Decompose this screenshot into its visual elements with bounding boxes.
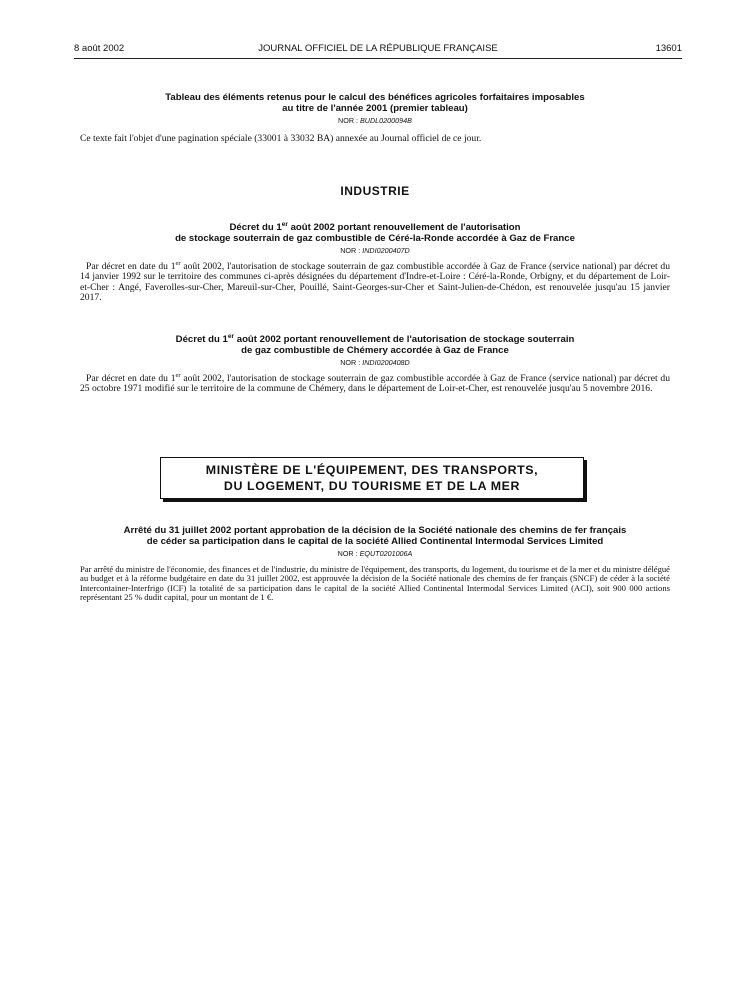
arrete-text: Par arrêté du ministre de l'économie, des finances et de l'industrie, du ministre de l'équipement, des transports, du logement, du tourisme et de la mer et du ministre délégué au budget et à la réforme budgétaire en date du 31 juillet 2002, est approuvée la décision de la Société nationale des chemins de fer français (SNCF) de céder à la société Intercontainer-Interfrigo (ICF) la totalité de sa participation dans le capital de la société Allied Continental Intermodal Services Limited (ACI), soit 900 000 actions représentant 25 % dudit capital, pour un montant de 1 €. bbox=[80, 564, 670, 603]
nor-code: BUDL0200094B bbox=[360, 116, 412, 125]
decret1-text: Par décret en date du 1er août 2002, l'autorisation de stockage souterrain de gaz combustible accordée à Gaz de France (service national) par décret du 14 janvier 1992 sur le territoire des communes ci-après désignées du département d'Indre-et-Loire : Céré-la-Ronde, Orbigny, et du département de Loir-et-Cher : Angé, Faverolles-sur-Cher, Mareuil-sur-Cher, Pouillé, Saint-Georges-sur-Cher et Saint-Julien-de-Chédon, est renouvelée jusqu'au 15 janvier 2017. bbox=[80, 259, 670, 304]
nor-label: NOR : bbox=[340, 358, 361, 367]
section-heading-industrie: INDUSTRIE bbox=[340, 184, 410, 198]
ministry-line2: DU LOGEMENT, DU TOURISME ET DE LA MER bbox=[223, 479, 521, 493]
nor-label: NOR : bbox=[340, 246, 361, 255]
arrete-nor bbox=[80, 549, 670, 559]
header-page-number: 13601 bbox=[655, 43, 682, 54]
arrete-sncf bbox=[80, 525, 670, 603]
decret1-title-line2: de stockage souterrain de gaz combustible de Céré-la-Ronde accordée à Gaz de France bbox=[175, 233, 575, 244]
arrete-title-line2: de céder sa participation dans le capital de la société Allied Continental Intermodal Services Limited bbox=[146, 536, 604, 547]
decret1-title-line1: Décret du 1er août 2002 portant renouvellement de l'autorisation bbox=[229, 220, 521, 233]
decret2-title-line2: de gaz combustible de Chémery accordée à Gaz de France bbox=[241, 345, 509, 356]
header-date: 8 août 2002 bbox=[74, 43, 125, 54]
decret1-nor bbox=[80, 246, 670, 256]
tableau-title-line1: Tableau des éléments retenus pour le calcul des bénéfices agricoles forfaitaires imposables bbox=[165, 92, 585, 103]
arrete-title bbox=[80, 525, 670, 547]
decret-chemery bbox=[80, 334, 670, 395]
tableau-title-line2: au titre de l'année 2001 (premier tableau) bbox=[282, 103, 468, 114]
nor-label: NOR : bbox=[338, 116, 358, 125]
header-journal-title: JOURNAL OFFICIEL DE LA RÉPUBLIQUE FRANÇAISE bbox=[258, 43, 498, 54]
arrete-title-line1: Arrêté du 31 juillet 2002 portant approbation de la décision de la Société nationale des chemins de fer français bbox=[123, 525, 627, 536]
decret2-text: Par décret en date du 1er août 2002, l'autorisation de stockage souterrain de gaz combustible accordée à Gaz de France (service national) par décret du 25 octobre 1971 modifié sur le territoire de la commune de Chémery, dans le département de Loir-et-Cher, est renouvelée jusqu'au 5 novembre 2016. bbox=[80, 371, 670, 395]
tableau-notice bbox=[80, 92, 670, 144]
nor-code: INDI0200408D bbox=[362, 358, 410, 367]
ministry-heading-box bbox=[160, 457, 584, 499]
decret2-title bbox=[80, 334, 670, 356]
tableau-title bbox=[80, 92, 670, 114]
tableau-text: Ce texte fait l'objet d'une pagination spéciale (33001 à 33032 BA) annexée au Journal officiel de ce jour. bbox=[80, 133, 482, 144]
ministry-line1: MINISTÈRE DE L'ÉQUIPEMENT, DES TRANSPORTS, bbox=[205, 463, 539, 477]
nor-code: EQUT0201006A bbox=[359, 549, 413, 558]
nor-label: NOR : bbox=[337, 549, 358, 558]
decret2-title-line1: Décret du 1er août 2002 portant renouvellement de l'autorisation de stockage souterrain bbox=[175, 332, 575, 345]
decret-cere-la-ronde bbox=[80, 222, 670, 304]
page-header bbox=[74, 43, 682, 57]
tableau-nor bbox=[80, 116, 670, 126]
decret1-title bbox=[80, 222, 670, 244]
decret2-nor bbox=[80, 358, 670, 368]
nor-code: INDI0200407D bbox=[362, 246, 410, 255]
header-rule bbox=[74, 58, 682, 59]
